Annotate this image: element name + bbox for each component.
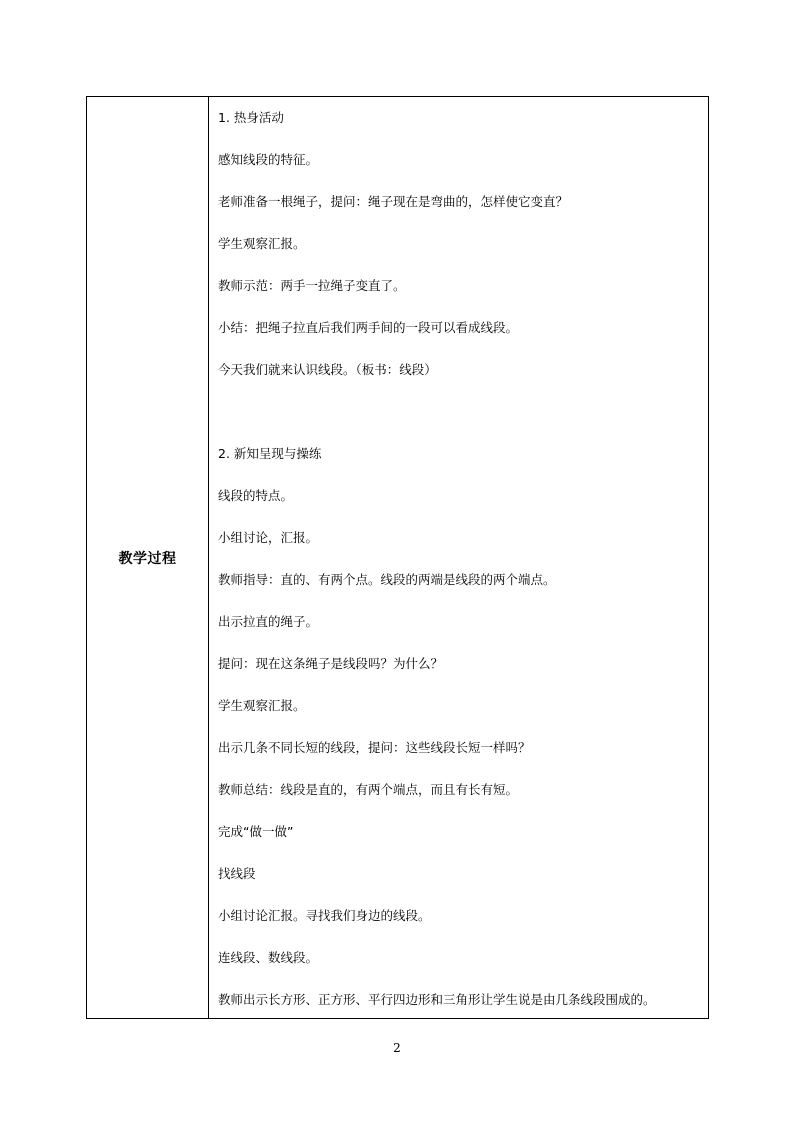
section-spacer — [218, 404, 708, 446]
content-line: 出示拉直的绳子。 — [218, 614, 319, 629]
content-line: 线段的特点。 — [218, 488, 294, 503]
content-line: 教师指导：直的、有两个点。线段的两端是线段的两个端点。 — [218, 572, 556, 587]
content-line: 提问：现在这条绳子是线段吗？为什么？ — [218, 656, 444, 671]
content-line: 学生观察汇报。 — [218, 698, 306, 713]
lesson-content — [209, 97, 708, 1008]
content-line: 1. 热身活动 — [218, 110, 284, 125]
content-line: 小结：把绳子拉直后我们两手间的一段可以看成线段。 — [218, 320, 519, 335]
content-line: 找线段 — [218, 866, 256, 881]
row-content-cell — [209, 97, 709, 1019]
content-line: 教师总结：线段是直的，有两个端点，而且有长有短。 — [218, 782, 519, 797]
content-line: 学生观察汇报。 — [218, 236, 306, 251]
content-line: 2. 新知呈现与操练 — [218, 446, 322, 461]
content-line: 小组讨论，汇报。 — [218, 530, 319, 545]
content-line: 今天我们就来认识线段。（板书：线段） — [218, 362, 437, 377]
content-line: 感知线段的特征。 — [218, 152, 319, 167]
row-label-cell — [87, 97, 209, 1019]
lesson-table — [86, 96, 709, 1019]
content-line: 出示几条不同长短的线段，提问：这些线段长短一样吗？ — [218, 740, 531, 755]
content-line: 老师准备一根绳子，提问：绳子现在是弯曲的，怎样使它变直？ — [218, 194, 569, 209]
content-line: 小组讨论汇报。寻找我们身边的线段。 — [218, 908, 431, 923]
content-line: 教师出示长方形、正方形、平行四边形和三角形让学生说是由几条线段围成的。 — [218, 992, 656, 1007]
row-label: 教学过程 — [118, 550, 177, 567]
content-line: 教师示范：两手一拉绳子变直了。 — [218, 278, 406, 293]
content-line: 完成“做一做” — [218, 824, 294, 839]
page-number: 2 — [393, 1041, 401, 1055]
content-line: 连线段、数线段。 — [218, 950, 319, 965]
table-row — [87, 97, 709, 1019]
